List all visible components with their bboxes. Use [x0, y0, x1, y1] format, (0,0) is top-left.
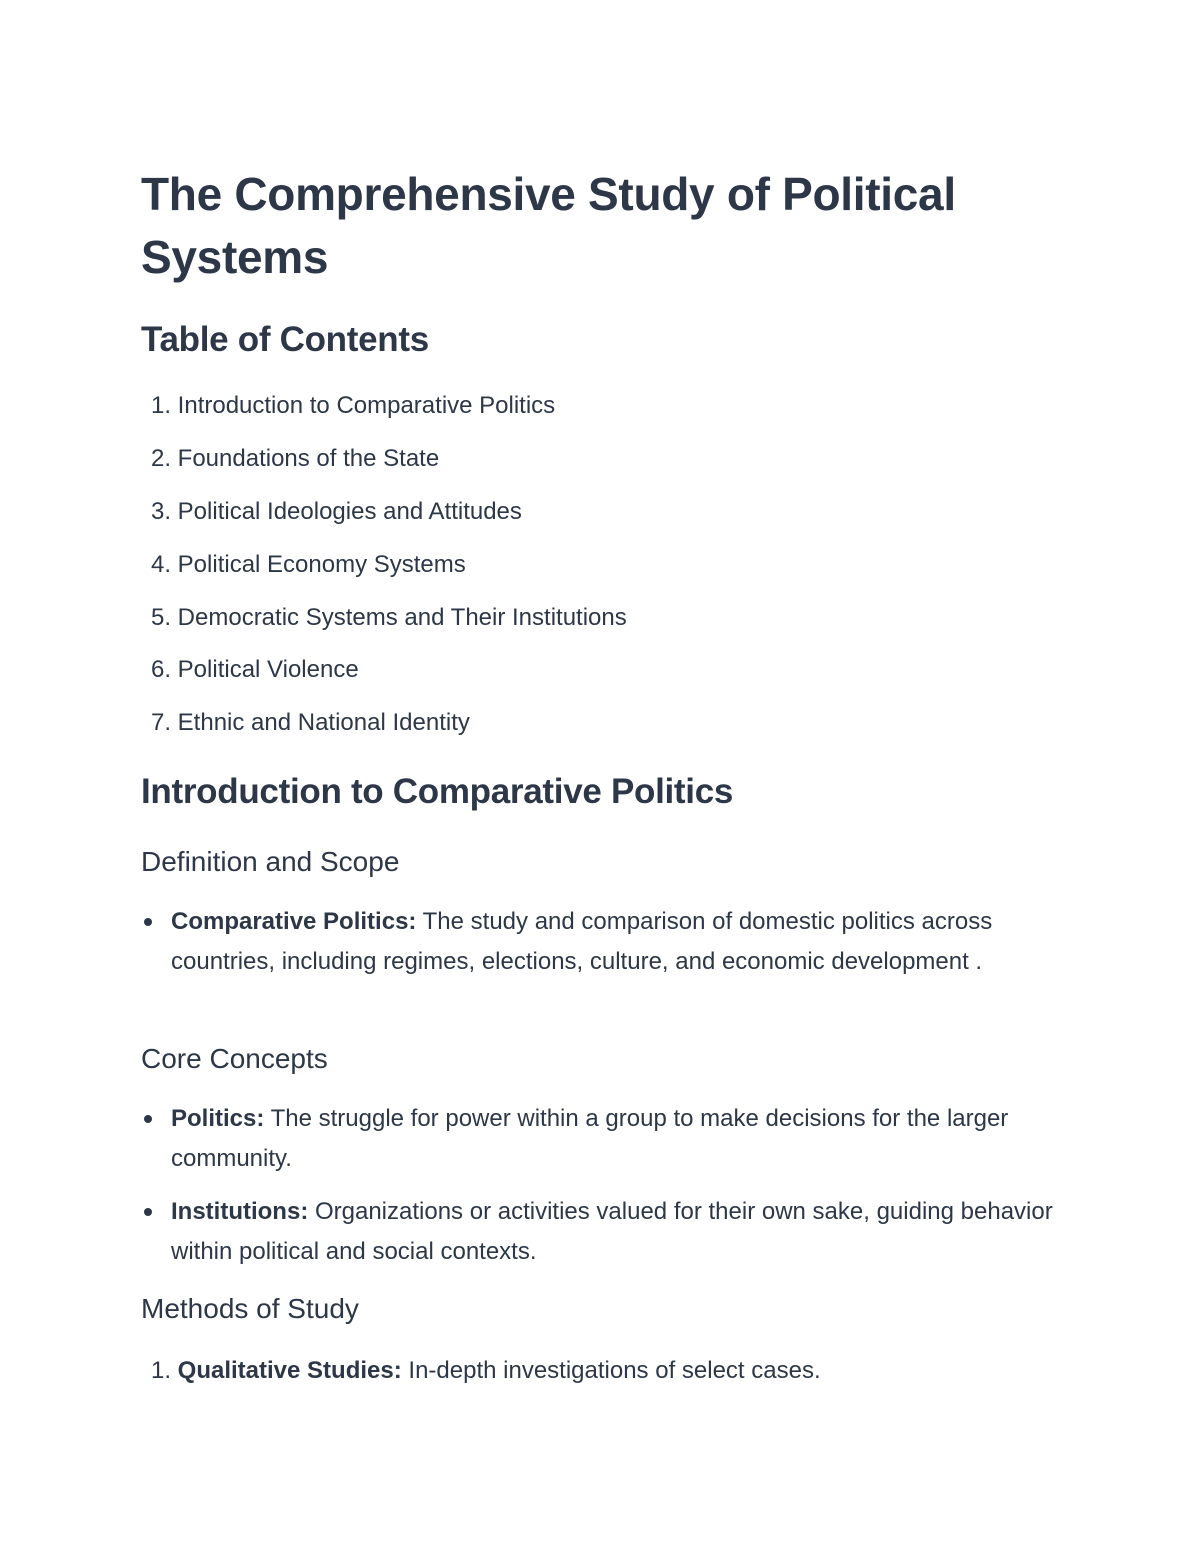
list-item-term: Institutions:	[171, 1198, 309, 1225]
list-item-body	[171, 902, 1056, 982]
list-item-number: 1.	[150, 1357, 171, 1384]
toc-item-number: 3.	[150, 498, 171, 525]
toc-item-number: 1.	[150, 392, 171, 419]
toc-item[interactable]	[141, 602, 627, 634]
toc-item-number: 7.	[150, 709, 171, 736]
list-item-text: In-depth investigations of select cases.	[401, 1357, 821, 1384]
list-item-body	[171, 1192, 1056, 1272]
document-title: The Comprehensive Study of Political Systems	[141, 168, 956, 283]
bullet-icon	[144, 918, 152, 926]
bullet-icon	[144, 1208, 152, 1216]
list-item	[141, 1099, 1056, 1179]
bullet-icon	[144, 1115, 152, 1123]
toc-item-label: Introduction to Comparative Politics	[177, 392, 556, 419]
toc-item[interactable]	[141, 707, 470, 739]
list-item-text: The study and comparison of domestic politics across countries, including regimes, elections, culture, and economic development .	[171, 908, 993, 975]
list-item-body	[171, 1099, 1056, 1179]
toc-item-number: 6.	[150, 656, 171, 683]
list-item-text: The struggle for power within a group to make decisions for the larger community.	[171, 1105, 1009, 1172]
list-item-text: Organizations or activities valued for their own sake, guiding behavior within political and social contexts.	[171, 1198, 1053, 1265]
toc-item-label: Political Ideologies and Attitudes	[177, 498, 522, 525]
list-item-term: Politics:	[171, 1105, 265, 1132]
toc-item-label: Foundations of the State	[177, 445, 440, 472]
subsection-heading: Definition and Scope	[141, 846, 400, 877]
toc-item-label: Democratic Systems and Their Institutions	[177, 604, 627, 631]
toc-item[interactable]	[141, 654, 359, 686]
toc-item-number: 5.	[150, 604, 171, 631]
toc-item-label: Political Violence	[177, 656, 359, 683]
list-item	[141, 902, 1056, 982]
list-item-term: Qualitative Studies:	[177, 1357, 402, 1384]
list-item-term: Comparative Politics:	[171, 908, 417, 935]
toc-item[interactable]	[141, 496, 522, 528]
list-item	[141, 1192, 1056, 1272]
subsection-heading: Methods of Study	[141, 1293, 359, 1324]
toc-item[interactable]	[141, 390, 555, 422]
toc-heading: Table of Contents	[141, 320, 429, 359]
toc-item-label: Political Economy Systems	[177, 551, 466, 578]
toc-item[interactable]	[141, 443, 439, 475]
toc-item-number: 4.	[150, 551, 171, 578]
subsection-heading: Core Concepts	[141, 1043, 328, 1074]
numbered-list-item	[141, 1355, 821, 1387]
toc-item-label: Ethnic and National Identity	[177, 709, 470, 736]
toc-item-number: 2.	[150, 445, 171, 472]
toc-item[interactable]	[141, 549, 466, 581]
section-heading: Introduction to Comparative Politics	[141, 772, 734, 811]
